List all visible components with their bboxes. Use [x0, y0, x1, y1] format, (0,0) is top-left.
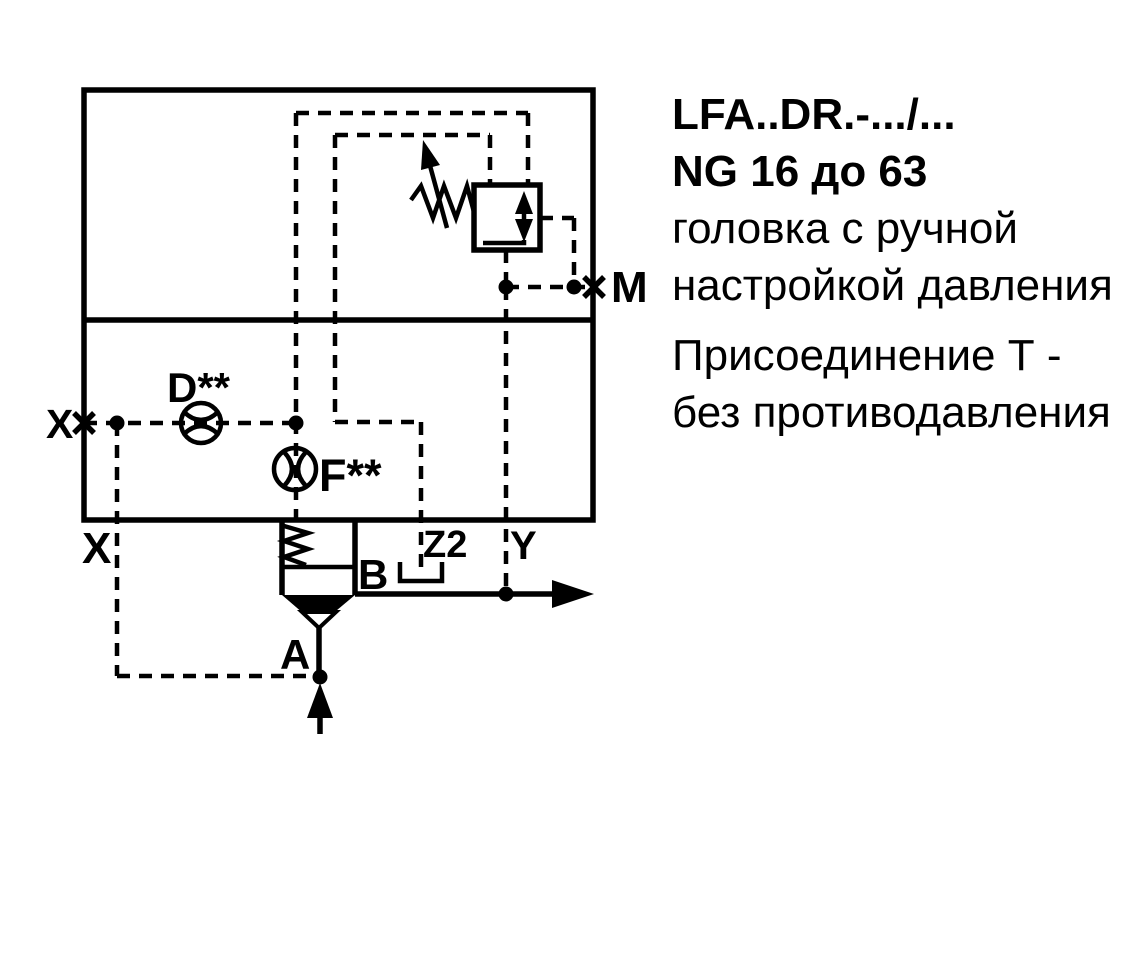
port-label-m: M: [611, 263, 648, 312]
relief-valve-symbol: [411, 140, 540, 250]
orifice-d-arc-bottom: [184, 426, 218, 434]
description-line-2: настройкой давления: [672, 261, 1113, 310]
adjustment-arrow-head-icon: [421, 140, 440, 170]
component-label-orifice-f: F**: [319, 450, 382, 501]
orifice-f-arc-right: [298, 452, 306, 486]
flow-arrow-a-head: [307, 683, 333, 718]
cartridge-spring-icon: [284, 526, 308, 565]
junction-dot: [313, 670, 328, 685]
size-range-line: NG 16 до 63: [672, 147, 928, 196]
description-line-1: головка с ручной: [672, 204, 1018, 253]
note-line-1: Присоединение Т -: [672, 331, 1062, 380]
port-label-x-side: X: [46, 401, 74, 447]
schematic-labels: [46, 263, 648, 678]
orifice-f-arc-left: [284, 452, 292, 486]
model-code-line: LFA..DR.-.../...: [672, 90, 956, 139]
flow-arrow-a-icon: [307, 683, 333, 734]
flow-arrow-b-icon: [355, 580, 594, 608]
junction-dot: [567, 280, 582, 295]
junction-dot: [499, 280, 514, 295]
port-label-a: A: [280, 631, 311, 678]
poppet-seat-icon: [302, 612, 336, 628]
junction-dot: [289, 416, 304, 431]
port-label-y: Y: [510, 524, 537, 568]
title-block: [672, 86, 1112, 441]
port-label-b: B: [358, 551, 389, 598]
port-label-z2: Z2: [423, 524, 468, 566]
flow-arrow-b-head: [552, 580, 594, 608]
junction-dot: [499, 587, 514, 602]
port-label-x-bottom: X: [82, 524, 112, 573]
note-line-2: без противодавления: [672, 388, 1111, 437]
orifice-d-arc-top: [184, 412, 218, 420]
junction-dot: [110, 416, 125, 431]
component-label-orifice-d: D**: [167, 364, 231, 411]
relief-valve-body: [474, 185, 540, 250]
